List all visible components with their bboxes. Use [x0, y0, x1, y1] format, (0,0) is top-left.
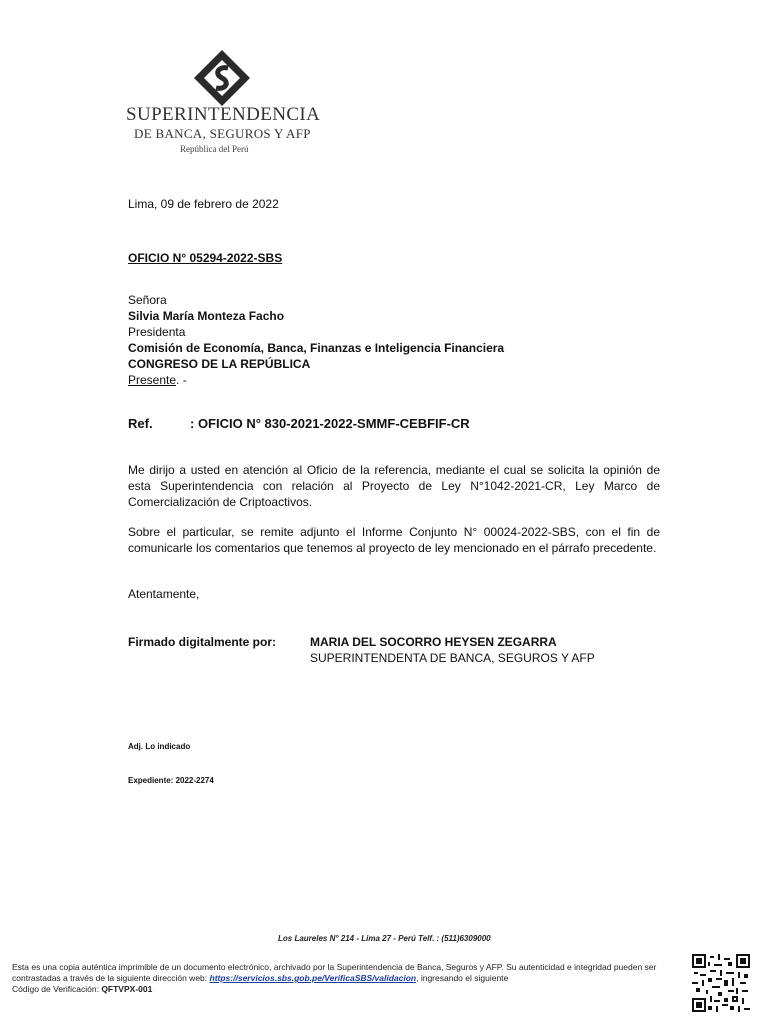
- recipient-commission: Comisión de Economía, Banca, Finanzas e Inteligencia Financiera: [128, 341, 505, 355]
- footer-address: Los Laureles N° 214 - Lima 27 - Perú Telf. : (511)6309000: [278, 934, 491, 943]
- sbs-logo: [120, 48, 320, 158]
- recipient-presente: Presente: [128, 373, 177, 387]
- recipient-salutation: Señora: [128, 293, 167, 307]
- sbs-logo-mark-icon: [192, 48, 252, 108]
- footer-note-text: Esta es una copia auténtica imprimible de un documento electrónico, archivado por la Superintendencia de Banca, Seguros y AFP. Su autenticidad e integridad pueden ser contrastadas a través de la siguiente dirección web:: [12, 962, 657, 983]
- footer-authenticity-note: [12, 962, 672, 995]
- logo-subtitle: DE BANCA, SEGUROS Y AFP: [134, 126, 311, 141]
- signature-title: SUPERINTENDENTA DE BANCA, SEGUROS Y AFP: [310, 651, 595, 665]
- verification-link[interactable]: https://servicios.sbs.gob.pe/VerificaSBS/validacion: [209, 973, 417, 983]
- reference-value: : OFICIO N° 830-2021-2022-SMMF-CEBFIF-CR: [190, 416, 470, 431]
- logo-title: SUPERINTENDENCIA: [126, 104, 321, 125]
- logo-republic: República del Perú: [180, 144, 249, 154]
- body-paragraph-1: Me dirijo a usted en atención al Oficio de la referencia, mediante el cual se solicita la opinión de esta Superintendencia con relación al Proyecto de Ley N°1042-2021-CR, Ley Marco de Comercialización de Criptoactivos.: [128, 463, 660, 509]
- body-paragraph-2: Sobre el particular, se remite adjunto el Informe Conjunto N° 00024-2022-SBS, con el fin de comunicarle los comentarios que tenemos al proyecto de ley mencionado en el párrafo precedente.: [128, 525, 660, 555]
- recipient-congress: CONGRESO DE LA REPÚBLICA: [128, 357, 311, 371]
- verification-code-label: Código de Verificación:: [12, 984, 102, 994]
- qr-code-icon: [692, 954, 750, 1012]
- footer-note-after: , ingresando el siguiente: [416, 973, 509, 983]
- signature-label: Firmado digitalmente por:: [128, 635, 277, 649]
- expediente: Expediente: 2022-2274: [128, 776, 214, 785]
- reference-label: Ref.: [128, 416, 153, 431]
- oficio-number: OFICIO N° 05294-2022-SBS: [128, 251, 283, 265]
- verification-code: QFTVPX-001: [101, 984, 153, 994]
- signature-name: MARIA DEL SOCORRO HEYSEN ZEGARRA: [310, 635, 557, 649]
- recipient-presente-suffix: . -: [176, 373, 187, 387]
- recipient-presente-line: [128, 372, 504, 388]
- recipient-name: Silvia María Monteza Facho: [128, 309, 285, 323]
- closing: Atentamente,: [128, 587, 200, 601]
- date-line: Lima, 09 de febrero de 2022: [128, 197, 279, 211]
- recipient-block: [128, 292, 504, 388]
- recipient-role: Presidenta: [128, 325, 186, 339]
- attachment-note: Adj. Lo indicado: [128, 742, 191, 751]
